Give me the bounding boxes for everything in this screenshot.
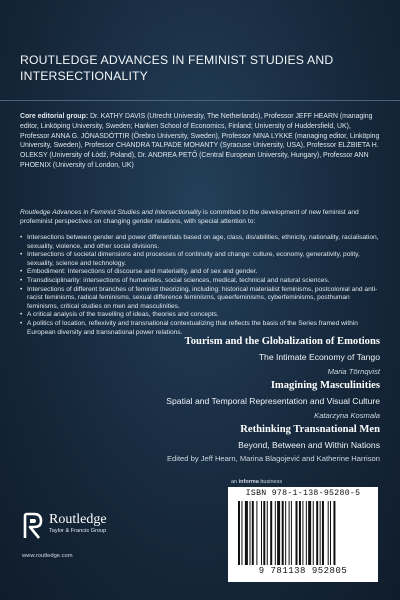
divider <box>0 100 400 101</box>
list-item: • A critical analysis of the travelling of ideas, theories and concepts. <box>20 311 380 320</box>
informa-word: informa <box>238 479 259 485</box>
informa-prefix: an <box>231 479 239 485</box>
book-entry <box>50 380 380 420</box>
publisher-logo <box>22 512 107 540</box>
list-item: • A politics of location, reflexivity and transnational contextualizing that reflects the basis of the Series framed within European diversity and transnational power relations. <box>20 320 380 337</box>
isbn-barcode <box>228 487 378 582</box>
book-author: Maria Törnqvist <box>327 367 380 376</box>
series-title: ROUTLEDGE ADVANCES IN FEMINIST STUDIES AND INTERSECTIONALITY <box>20 53 334 83</box>
editorial-group <box>20 112 380 171</box>
book-title: Tourism and the Globalization of Emotions <box>184 336 380 347</box>
intro-text: is committed to the development of new feminist and profeminist perspectives on changing gender relations, with special attention to: <box>20 209 359 226</box>
book-entry <box>50 336 380 376</box>
book-entry <box>50 424 380 463</box>
isbn-digits: 9 781138 952805 <box>258 566 348 576</box>
barcode-icon <box>238 501 368 565</box>
editorial-members: Dr. KATHY DAVIS (Utrecht University, The Netherlands), Professor JEFF HEARN (managing editor, Linköping University, Sweden; Hanken School of Economics, Finland; University of Huddersfield, UK), Professor ANNA G. JÓNASDÓTTIR (Örebro University, Sweden), Professor NINA LYKKE (managing editor, Linköping University, Sweden), Professor CHANDRA TALPADE MOHANTY (Syracuse University, USA), Professor ELŻBIETA H. OLEKSY (University of Łódź, Poland), Dr. ANDREA PETŐ (Central European University, Hungary), Professor ANN PHOENIX (University of London, UK) <box>20 113 380 169</box>
list-item: • Intersections of societal dimensions and processes of continuity and change: culture, economy, generativity, polity, sexuality, science and technology. <box>20 251 380 268</box>
book-title: Rethinking Transnational Men <box>240 424 380 435</box>
book-subtitle: Beyond, Between and Within Nations <box>238 440 380 450</box>
topics-list <box>20 234 380 337</box>
book-subtitle: Spatial and Temporal Representation and Visual Culture <box>166 396 380 406</box>
book-editors: Edited by Jeff Hearn, Marina Blagojević and Katherine Harrison <box>166 454 380 463</box>
publisher-name: Routledge <box>49 512 107 527</box>
book-author: Katarzyna Kosmala <box>314 411 380 420</box>
list-item: • Intersections between gender and power differentials based on age, class, dis/abilities, ethnicity, nationality, racialisation, sexuality, violence, and other social divisions. <box>20 234 380 251</box>
series-intro <box>20 208 380 227</box>
editorial-lead: Core editorial group: <box>20 113 89 120</box>
book-subtitle: The Intimate Economy of Tango <box>258 352 380 362</box>
isbn-label: ISBN 978-1-138-95280-5 <box>245 489 361 498</box>
list-item: • Intersections of different branches of feminist theorizing, including: historical materialist feminisms, postcolonial and anti-racist feminisms, radical feminisms, sexual difference feminisms, queerfeminisms, cyberfeminisms, posthuman feminisms, critical studies on men and masculinities. <box>20 286 380 312</box>
publisher-group: Taylor & Francis Group <box>49 528 107 534</box>
series-name: Routledge Advances in Feminist Studies and Intersectionality <box>20 209 202 216</box>
informa-suffix: business <box>258 479 283 485</box>
publisher-url: www.routledge.com <box>22 553 73 559</box>
book-title: Imagining Masculinities <box>270 380 380 391</box>
routledge-logo-icon <box>22 512 44 540</box>
list-item: • Transdisciplinarity: intersections of humanities, social sciences, medical, technical and natural sciences. <box>20 277 380 286</box>
list-item: • Embodiment: Intersections of discourse and materiality, and of sex and gender. <box>20 268 380 277</box>
informa-tag <box>231 479 282 485</box>
